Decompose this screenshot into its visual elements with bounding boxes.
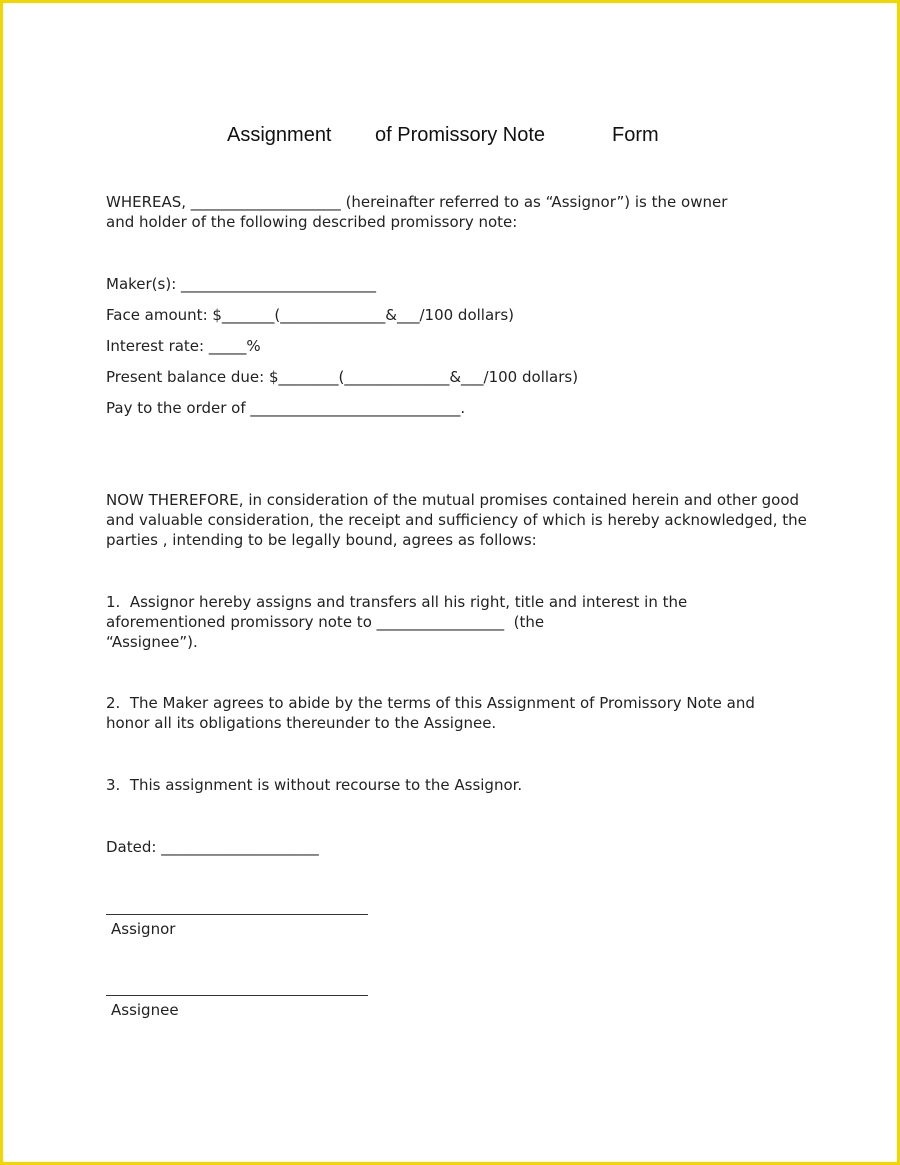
clause-1-line-3: “Assignee”). [106, 633, 198, 651]
whereas-line-1: WHEREAS, ____________________ (hereinafter referred to as “Assignor”) is the owner [106, 193, 728, 211]
title-assignment: Assignment [227, 124, 332, 146]
now-therefore-line-3: parties , intending to be legally bound, agrees as follows: [106, 531, 537, 549]
document-title [0, 124, 900, 152]
assignor-signature-line [106, 914, 368, 915]
pay-to-order-field: Pay to the order of ____________________________. [106, 399, 466, 417]
clause-3-line-1: 3. This assignment is without recourse to the Assignor. [106, 776, 523, 794]
clause-1-line-1: 1. Assignor hereby assigns and transfers all his right, title and interest in the [106, 593, 688, 611]
assignee-signature-line [106, 995, 368, 996]
clause-2-line-1: 2. The Maker agrees to abide by the terms of this Assignment of Promissory Note and [106, 694, 755, 712]
clause-1-line-2: aforementioned promissory note to _________________ (the [106, 613, 545, 631]
interest-rate-field: Interest rate: _____% [106, 337, 261, 355]
now-therefore-line-2: and valuable consideration, the receipt and sufficiency of which is hereby acknowledged, the [106, 511, 807, 529]
present-balance-field: Present balance due: $________(______________&___/100 dollars) [106, 368, 579, 386]
title-form: Form [612, 124, 659, 146]
assignee-label: Assignee [111, 1001, 179, 1019]
dated-field: Dated: _____________________ [106, 838, 319, 856]
title-of-promissory-note: of Promissory Note [375, 124, 546, 146]
whereas-line-2: and holder of the following described promissory note: [106, 213, 518, 231]
clause-2-line-2: honor all its obligations thereunder to the Assignee. [106, 714, 497, 732]
makers-field: Maker(s): __________________________ [106, 275, 377, 293]
now-therefore-line-1: NOW THEREFORE, in consideration of the mutual promises contained herein and other good [106, 491, 800, 509]
assignor-label: Assignor [111, 920, 176, 938]
face-amount-field: Face amount: $_______(______________&___/100 dollars) [106, 306, 514, 324]
